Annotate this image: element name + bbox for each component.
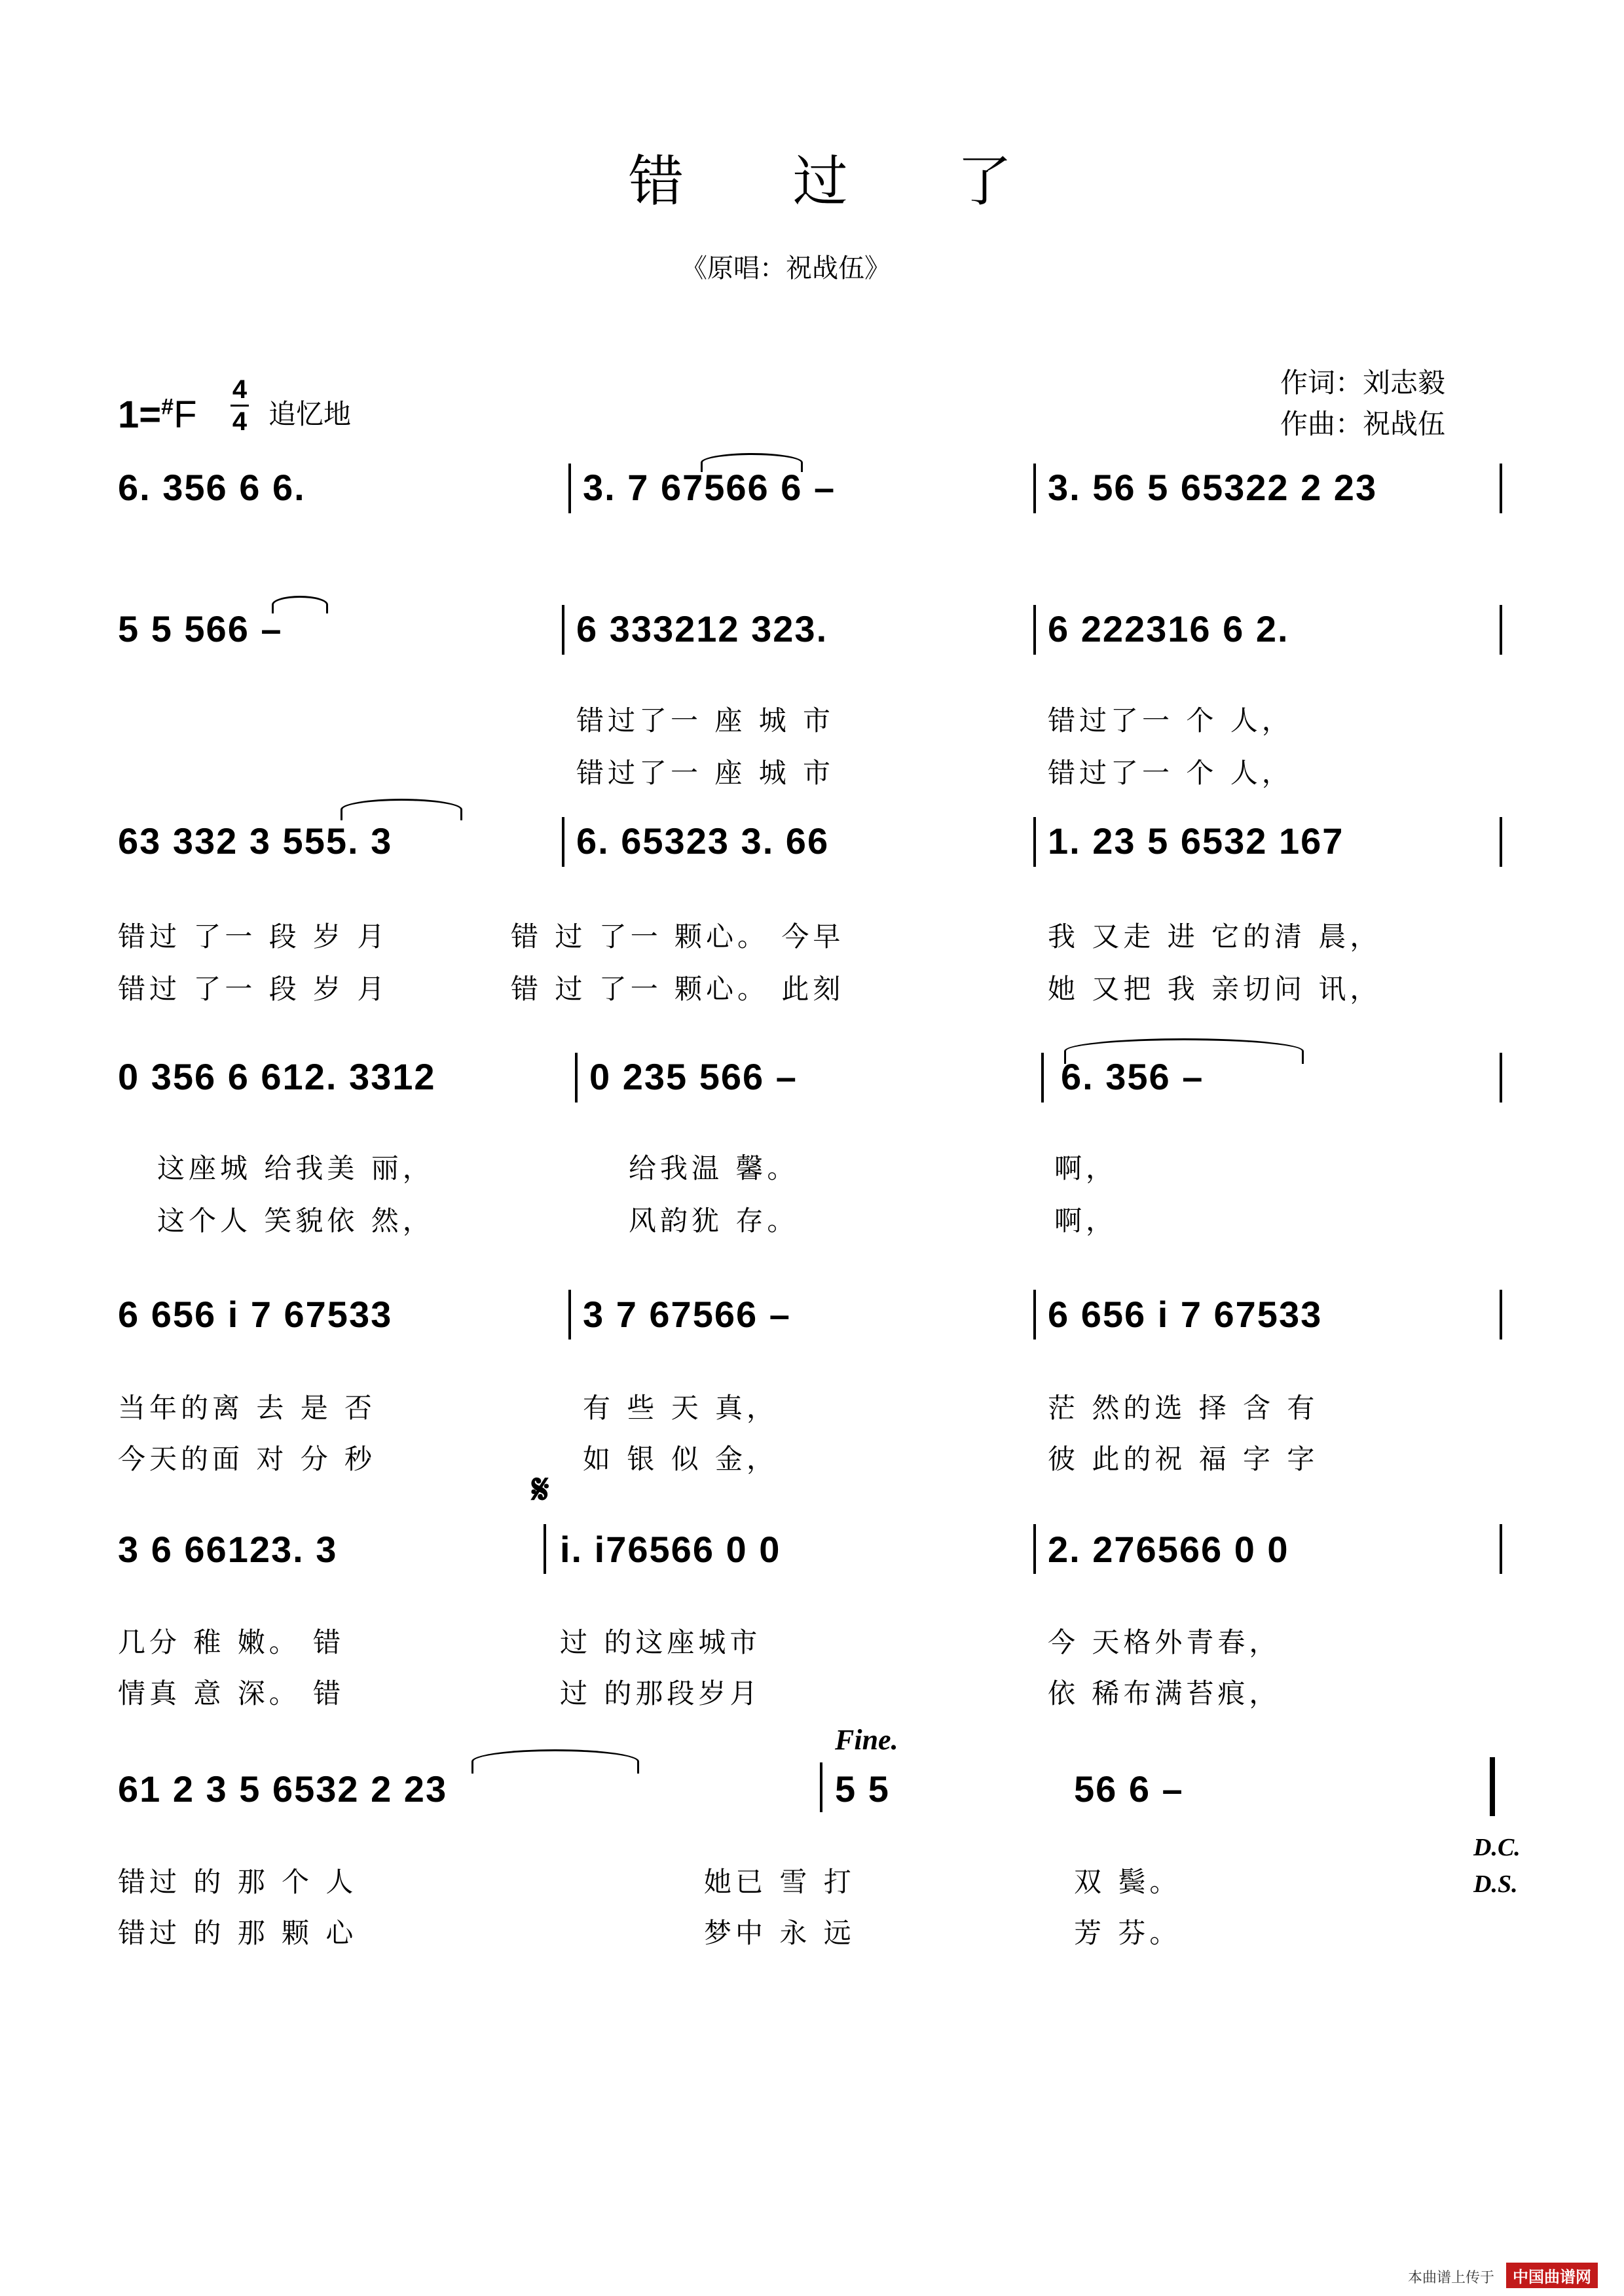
line-5-lyric-2-seg-3: 彼 此的祝 福 字 字 <box>1048 1443 1319 1475</box>
line-4-bar-1: 0 356 6 612. 3312 <box>118 1056 436 1097</box>
line-3-bar-2: 6. 65323 3. 66 <box>576 820 830 862</box>
tempo-marking: 追忆地 <box>268 398 352 430</box>
line-4-lyric-1-seg-3: 啊， <box>1054 1152 1118 1184</box>
barline <box>562 817 564 867</box>
line-2-lyric-2-seg-2: 错过了一 座 城 市 <box>576 757 835 789</box>
line-2-bar-2: 6 333212 323. <box>576 608 828 649</box>
line-3-bar-1: 63 332 3 555. 3 <box>118 820 393 862</box>
barline <box>568 464 571 513</box>
line-1-bar-3: 3. 56 5 65322 2 23 <box>1048 467 1378 508</box>
line-6-lyric-2-seg-3: 依 稀布满苔痕， <box>1048 1677 1281 1709</box>
line-7-lyric-1-seg-3: 双 鬓。 <box>1074 1866 1181 1898</box>
line-4-bar-2: 0 235 566 – <box>589 1056 798 1097</box>
line-6-lyric-1-seg-3: 今 天格外青春， <box>1048 1626 1281 1658</box>
barline <box>1033 1290 1036 1339</box>
line-3-lyric-1-seg-1: 错过 了一 段 岁 月 <box>118 920 389 953</box>
line-4-lyric-1-seg-1: 这座城 给我美 丽， <box>157 1152 434 1184</box>
barline <box>1033 605 1036 655</box>
line-3-lyric-2-seg-2: 错 过 了一 颗心。 此刻 <box>511 973 845 1005</box>
line-2-lyric-2-seg-3: 错过了一 个 人， <box>1048 757 1293 789</box>
line-5-lyric-2-seg-2: 如 银 似 金， <box>583 1443 779 1475</box>
barline <box>1041 1053 1044 1102</box>
line-6-lyric-2-seg-1: 情真 意 深。 错 <box>118 1677 345 1709</box>
barline <box>544 1524 546 1574</box>
segno-icon: 𝄋 <box>532 1465 549 1513</box>
barline <box>1500 1290 1502 1339</box>
line-2-bar-3: 6 222316 6 2. <box>1048 608 1289 649</box>
line-7-lyric-1-seg-1: 错过 的 那 个 人 <box>118 1866 358 1898</box>
time-signature <box>231 374 249 437</box>
line-7-lyric-2-seg-2: 梦中 永 远 <box>704 1917 855 1949</box>
line-5-bar-1: 6 656 i 7 67533 <box>118 1294 393 1335</box>
site-logo: 中国曲谱网 <box>1506 2263 1598 2288</box>
slur <box>1064 1038 1304 1064</box>
line-7-lyric-2-seg-1: 错过 的 那 颗 心 <box>118 1917 358 1949</box>
line-2-lyric-1-seg-3: 错过了一 个 人， <box>1048 704 1293 737</box>
slur <box>701 453 803 472</box>
barline <box>1033 1524 1036 1574</box>
line-4-lyric-2-seg-2: 风韵犹 存。 <box>629 1205 799 1237</box>
line-5-lyric-1-seg-3: 茫 然的选 择 含 有 <box>1048 1392 1319 1424</box>
line-4-lyric-2-seg-1: 这个人 笑貌依 然， <box>157 1205 434 1237</box>
line-7-bar-1: 61 2 3 5 6532 2 23 <box>118 1768 448 1810</box>
line-3-lyric-2-seg-1: 错过 了一 段 岁 月 <box>118 973 389 1005</box>
line-7-bar-3: 56 6 – <box>1074 1768 1184 1810</box>
barline <box>1500 1524 1502 1574</box>
dc-marker: D.C. <box>1473 1834 1521 1861</box>
composer-credit: 作曲：祝战伍 <box>1280 408 1446 440</box>
line-5-bar-2: 3 7 67566 – <box>583 1294 791 1335</box>
barline <box>1500 464 1502 513</box>
line-3-lyric-1-seg-3: 我 又走 进 它的清 晨， <box>1048 920 1382 953</box>
line-5-bar-3: 6 656 i 7 67533 <box>1048 1294 1323 1335</box>
line-2-lyric-1-seg-2: 错过了一 座 城 市 <box>576 704 835 737</box>
barline <box>1033 817 1036 867</box>
line-3-lyric-2-seg-3: 她 又把 我 亲切问 讯， <box>1048 973 1382 1005</box>
key-note: F <box>174 393 197 436</box>
line-6-lyric-1-seg-1: 几分 稚 嫩。 错 <box>118 1626 345 1658</box>
line-5-lyric-1-seg-2: 有 些 天 真， <box>583 1392 779 1424</box>
line-2-bar-1: 5 5 566 – <box>118 608 283 649</box>
key-signature <box>118 393 197 437</box>
line-7-lyric-1-seg-2: 她已 雪 打 <box>704 1866 855 1898</box>
barline <box>820 1762 822 1812</box>
line-4-lyric-2-seg-3: 啊， <box>1054 1205 1118 1237</box>
line-5-lyric-2-seg-1: 今天的面 对 分 秒 <box>118 1443 377 1475</box>
line-4-bar-3: 6. 356 – <box>1061 1056 1204 1097</box>
line-6-bar-3: 2. 276566 0 0 <box>1048 1529 1289 1570</box>
time-bottom: 4 <box>232 407 248 436</box>
line-6-bar-1: 3 6 66123. 3 <box>118 1529 338 1570</box>
time-top: 4 <box>232 375 248 404</box>
final-double-barline <box>1490 1757 1495 1816</box>
barline <box>1500 1053 1502 1102</box>
ds-marker: D.S. <box>1473 1870 1518 1898</box>
slur <box>341 799 462 820</box>
subtitle: 《原唱：祝战伍》 <box>681 253 891 283</box>
fine-marker: Fine. <box>835 1724 898 1756</box>
line-6-bar-2: i. i76566 0 0 <box>560 1529 781 1570</box>
line-6-lyric-1-seg-2: 过 的这座城市 <box>560 1626 762 1658</box>
line-7-lyric-2-seg-3: 芳 芬。 <box>1074 1917 1181 1949</box>
barline <box>1500 605 1502 655</box>
barline <box>1033 464 1036 513</box>
slur <box>272 596 328 613</box>
key-prefix: 1= <box>118 393 162 436</box>
barline <box>1500 817 1502 867</box>
line-3-bar-3: 1. 23 5 6532 167 <box>1048 820 1344 862</box>
slur <box>471 1749 639 1774</box>
barline <box>575 1053 578 1102</box>
barline <box>568 1290 571 1339</box>
line-5-lyric-1-seg-1: 当年的离 去 是 否 <box>118 1392 377 1424</box>
footer-text: 本曲谱上传于 <box>1408 2270 1495 2286</box>
line-1-bar-2: 3. 7 67566 6 – <box>583 467 836 508</box>
line-3-lyric-1-seg-2: 错 过 了一 颗心。 今早 <box>511 920 845 953</box>
barline <box>562 605 564 655</box>
lyricist-credit: 作词：刘志毅 <box>1280 367 1446 399</box>
line-6-lyric-2-seg-2: 过 的那段岁月 <box>560 1677 762 1709</box>
page-title: 错 过 了 <box>629 149 1058 213</box>
line-7-bar-2: 5 5 <box>835 1768 890 1810</box>
line-4-lyric-1-seg-2: 给我温 馨。 <box>629 1152 799 1184</box>
line-1-bar-1: 6. 356 6 6. <box>118 467 306 508</box>
sharp-icon: # <box>161 394 174 420</box>
